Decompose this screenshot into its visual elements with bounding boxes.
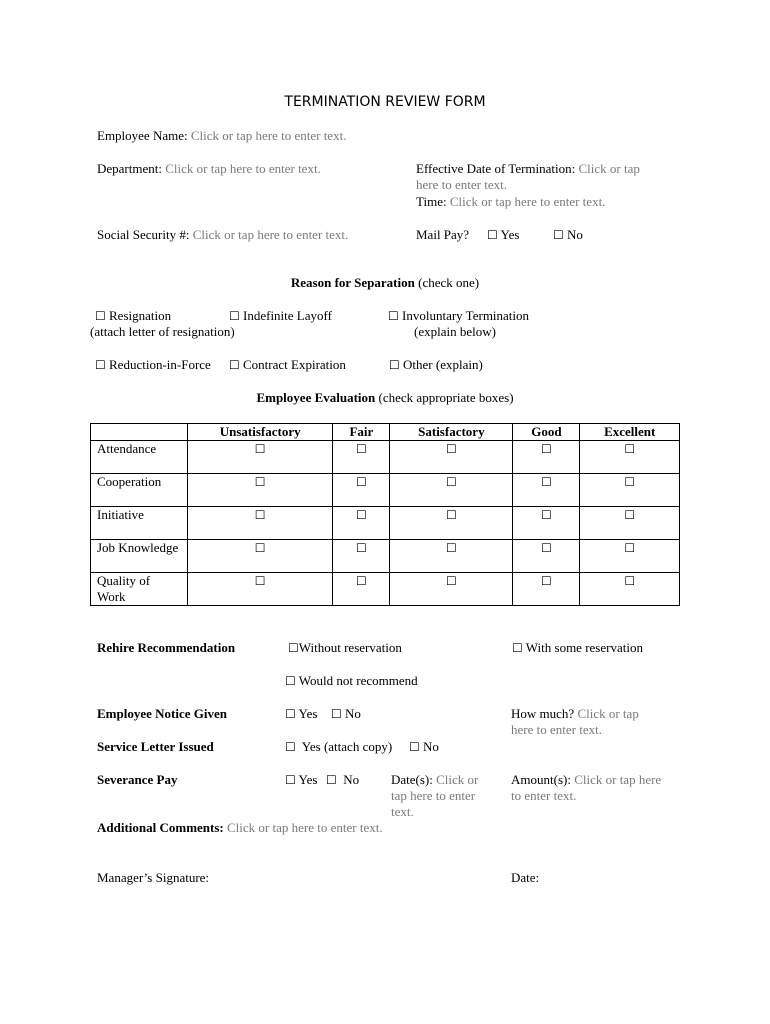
severance-dates-label: Date(s): (391, 772, 433, 787)
rating-cell (188, 441, 333, 474)
severance-yes-label: Yes (298, 772, 318, 787)
employee-name-label: Employee Name: (97, 128, 188, 143)
severance-no-label: No (343, 772, 360, 787)
mail-pay-label: Mail Pay? (416, 227, 470, 242)
rating-cell (580, 441, 680, 474)
rating-cell (333, 474, 390, 507)
checkbox-icon[interactable]: ☐ (445, 508, 457, 522)
effective-date-field-cont[interactable]: here to enter text. (416, 177, 507, 192)
checkbox-icon[interactable]: ☐ (355, 541, 367, 555)
rating-cell (390, 441, 513, 474)
checkbox-icon[interactable]: ☐ (445, 541, 457, 555)
severance-amounts-label: Amount(s): (511, 772, 571, 787)
severance-dates-row (391, 772, 478, 788)
mail-pay-yes-label: Yes (500, 227, 520, 242)
time-field[interactable]: Click or tap here to enter text. (449, 194, 606, 209)
department-row (97, 161, 321, 177)
rating-cell (188, 474, 333, 507)
effective-date-label: Effective Date of Termination: (416, 161, 576, 176)
column-header: Excellent (580, 424, 680, 441)
employee-name-row (97, 128, 346, 144)
rating-cell (580, 540, 680, 573)
department-field[interactable]: Click or tap here to enter text. (165, 161, 321, 176)
service-letter-yes-label: Yes (attach copy) (301, 739, 393, 754)
rating-cell (513, 441, 580, 474)
severance-dates-field[interactable]: Click or (436, 772, 479, 787)
severance-amounts-field[interactable]: Click or tap here (574, 772, 662, 787)
checkbox-icon[interactable]: ☐ (285, 773, 296, 787)
checkbox-icon[interactable]: ☐ (326, 773, 337, 787)
checkbox-icon[interactable]: ☐ (95, 309, 106, 323)
rehire-without[interactable] (288, 640, 402, 656)
row-label: Initiative (91, 507, 188, 540)
notice-yes[interactable] (285, 706, 317, 722)
checkbox-icon[interactable]: ☐ (285, 740, 296, 754)
reason-resignation-label: Resignation (109, 308, 172, 323)
checkbox-icon[interactable]: ☐ (229, 309, 240, 323)
reason-indefinite-layoff-label: Indefinite Layoff (243, 308, 332, 323)
evaluation-header-row (91, 424, 680, 441)
checkbox-icon[interactable]: ☐ (624, 442, 636, 456)
comments-row (97, 820, 383, 836)
checkbox-icon[interactable]: ☐ (445, 475, 457, 489)
checkbox-icon[interactable]: ☐ (254, 574, 266, 588)
row-label: Cooperation (91, 474, 188, 507)
checkbox-icon[interactable]: ☐ (624, 508, 636, 522)
checkbox-icon[interactable]: ☐ (254, 475, 266, 489)
effective-date-field[interactable]: Click or tap (578, 161, 640, 176)
how-much-field-cont[interactable]: here to enter text. (511, 722, 602, 737)
how-much-field[interactable]: Click or tap (577, 706, 639, 721)
evaluation-heading-row (0, 390, 770, 406)
severance-yes[interactable] (285, 772, 317, 788)
service-letter-label: Service Letter Issued (97, 739, 214, 754)
rating-cell (580, 507, 680, 540)
table-row (91, 507, 680, 540)
signature-date-label: Date: (511, 870, 540, 885)
reason-contract[interactable] (229, 357, 346, 373)
rating-cell (390, 507, 513, 540)
checkbox-icon[interactable]: ☐ (331, 707, 342, 721)
reason-rif-label: Reduction-in-Force (109, 357, 211, 372)
time-row (416, 194, 605, 210)
rating-cell (513, 540, 580, 573)
rating-cell (333, 507, 390, 540)
rehire-not[interactable] (285, 673, 418, 689)
evaluation-heading: Employee Evaluation (256, 390, 376, 405)
checkbox-icon[interactable]: ☐ (285, 674, 296, 688)
ssn-field[interactable]: Click or tap here to enter text. (192, 227, 349, 242)
severance-amounts-row (511, 772, 661, 788)
ssn-row (97, 227, 348, 243)
reason-indefinite-layoff[interactable] (229, 308, 332, 324)
checkbox-icon[interactable]: ☐ (355, 508, 367, 522)
reason-heading: Reason for Separation (290, 275, 415, 290)
reason-heading-row (0, 275, 770, 291)
rating-cell (390, 474, 513, 507)
checkbox-icon[interactable]: ☐ (624, 475, 636, 489)
reason-other-label: Other (explain) (403, 357, 483, 372)
table-row (91, 573, 680, 606)
rating-cell (390, 540, 513, 573)
checkbox-icon[interactable]: ☐ (355, 475, 367, 489)
checkbox-icon[interactable]: ☐ (624, 574, 636, 588)
checkbox-icon[interactable]: ☐ (445, 442, 457, 456)
table-row (91, 474, 680, 507)
severance-label: Severance Pay (97, 772, 178, 787)
rating-cell (580, 573, 680, 606)
reason-involuntary-label: Involuntary Termination (402, 308, 530, 323)
time-label: Time: (416, 194, 447, 209)
rating-cell (333, 573, 390, 606)
severance-amounts-field-cont[interactable]: to enter text. (511, 788, 577, 803)
checkbox-icon[interactable]: ☐ (95, 358, 106, 372)
checkbox-icon[interactable]: ☐ (553, 228, 564, 242)
mail-pay-no-label: No (567, 227, 583, 242)
checkbox-icon[interactable]: ☐ (409, 740, 420, 754)
rating-cell (188, 573, 333, 606)
mail-pay-no[interactable] (553, 227, 583, 243)
checkbox-icon[interactable]: ☐ (541, 442, 552, 456)
evaluation-hint: (check appropriate boxes) (378, 390, 514, 405)
checkbox-icon[interactable]: ☐ (355, 442, 367, 456)
mail-pay-yes[interactable] (487, 227, 519, 243)
rating-cell (333, 441, 390, 474)
reason-involuntary-note: (explain below) (414, 324, 496, 339)
effective-date-row (416, 161, 640, 177)
rating-cell (513, 573, 580, 606)
reason-involuntary[interactable] (388, 308, 529, 324)
checkbox-icon[interactable]: ☐ (254, 541, 266, 555)
reason-resignation[interactable] (95, 308, 171, 324)
ssn-label: Social Security #: (97, 227, 190, 242)
severance-dates-field-cont[interactable]: tap here to enter (391, 788, 476, 803)
rating-cell (188, 540, 333, 573)
notice-label: Employee Notice Given (97, 706, 227, 721)
checkbox-icon[interactable]: ☐ (285, 707, 296, 721)
checkbox-icon[interactable]: ☐ (254, 442, 266, 456)
how-much-row (511, 706, 639, 722)
notice-no-label: No (345, 706, 361, 721)
rehire-some-label: With some reservation (525, 640, 643, 655)
column-header: Satisfactory (390, 424, 513, 441)
rating-cell (513, 507, 580, 540)
checkbox-icon[interactable]: ☐ (288, 641, 299, 655)
checkbox-icon[interactable]: ☐ (541, 475, 552, 489)
notice-no[interactable] (331, 706, 361, 722)
checkbox-icon[interactable]: ☐ (388, 309, 399, 323)
rating-cell (390, 573, 513, 606)
checkbox-icon[interactable]: ☐ (541, 541, 552, 555)
employee-name-field[interactable]: Click or tap here to enter text. (190, 128, 347, 143)
checkbox-icon[interactable]: ☐ (487, 228, 498, 242)
department-label: Department: (97, 161, 162, 176)
rehire-not-label: Would not recommend (298, 673, 418, 688)
checkbox-icon[interactable]: ☐ (389, 358, 400, 372)
how-much-label: How much? (511, 706, 575, 721)
reason-contract-label: Contract Expiration (243, 357, 346, 372)
column-header: Good (513, 424, 580, 441)
checkbox-icon[interactable]: ☐ (229, 358, 240, 372)
service-letter-no-label: No (423, 739, 439, 754)
manager-signature-label: Manager’s Signature: (97, 870, 210, 885)
rehire-label: Rehire Recommendation (97, 640, 236, 655)
rating-cell (188, 507, 333, 540)
checkbox-icon[interactable]: ☐ (254, 508, 266, 522)
rating-cell (333, 540, 390, 573)
comments-field[interactable]: Click or tap here to enter text. (227, 820, 383, 835)
checkbox-icon[interactable]: ☐ (541, 574, 552, 588)
checkbox-icon[interactable]: ☐ (541, 508, 552, 522)
reason-hint: (check one) (418, 275, 480, 290)
column-header: Unsatisfactory (188, 424, 333, 441)
comments-label: Additional Comments: (97, 820, 224, 835)
reason-resignation-note: (attach letter of resignation) (90, 324, 235, 339)
rating-cell (580, 474, 680, 507)
service-letter-no[interactable] (409, 739, 439, 755)
severance-dates-field-end[interactable]: text. (391, 804, 414, 819)
row-label: Job Knowledge (91, 540, 188, 573)
service-letter-yes[interactable] (285, 739, 392, 755)
rating-cell (513, 474, 580, 507)
checkbox-icon[interactable]: ☐ (355, 574, 367, 588)
row-label: Quality of Work (91, 573, 188, 606)
evaluation-corner-cell (91, 424, 188, 441)
severance-no[interactable] (326, 772, 359, 788)
checkbox-icon[interactable]: ☐ (624, 541, 636, 555)
checkbox-icon[interactable]: ☐ (445, 574, 457, 588)
reason-rif[interactable] (95, 357, 211, 373)
rehire-some[interactable] (512, 640, 643, 656)
evaluation-table (90, 423, 680, 606)
form-title: TERMINATION REVIEW FORM (284, 94, 486, 110)
rehire-without-label: Without reservation (298, 640, 402, 655)
notice-yes-label: Yes (298, 706, 318, 721)
table-row (91, 540, 680, 573)
table-row (91, 441, 680, 474)
reason-other[interactable] (389, 357, 483, 373)
row-label: Attendance (91, 441, 188, 474)
column-header: Fair (333, 424, 390, 441)
checkbox-icon[interactable]: ☐ (512, 641, 523, 655)
